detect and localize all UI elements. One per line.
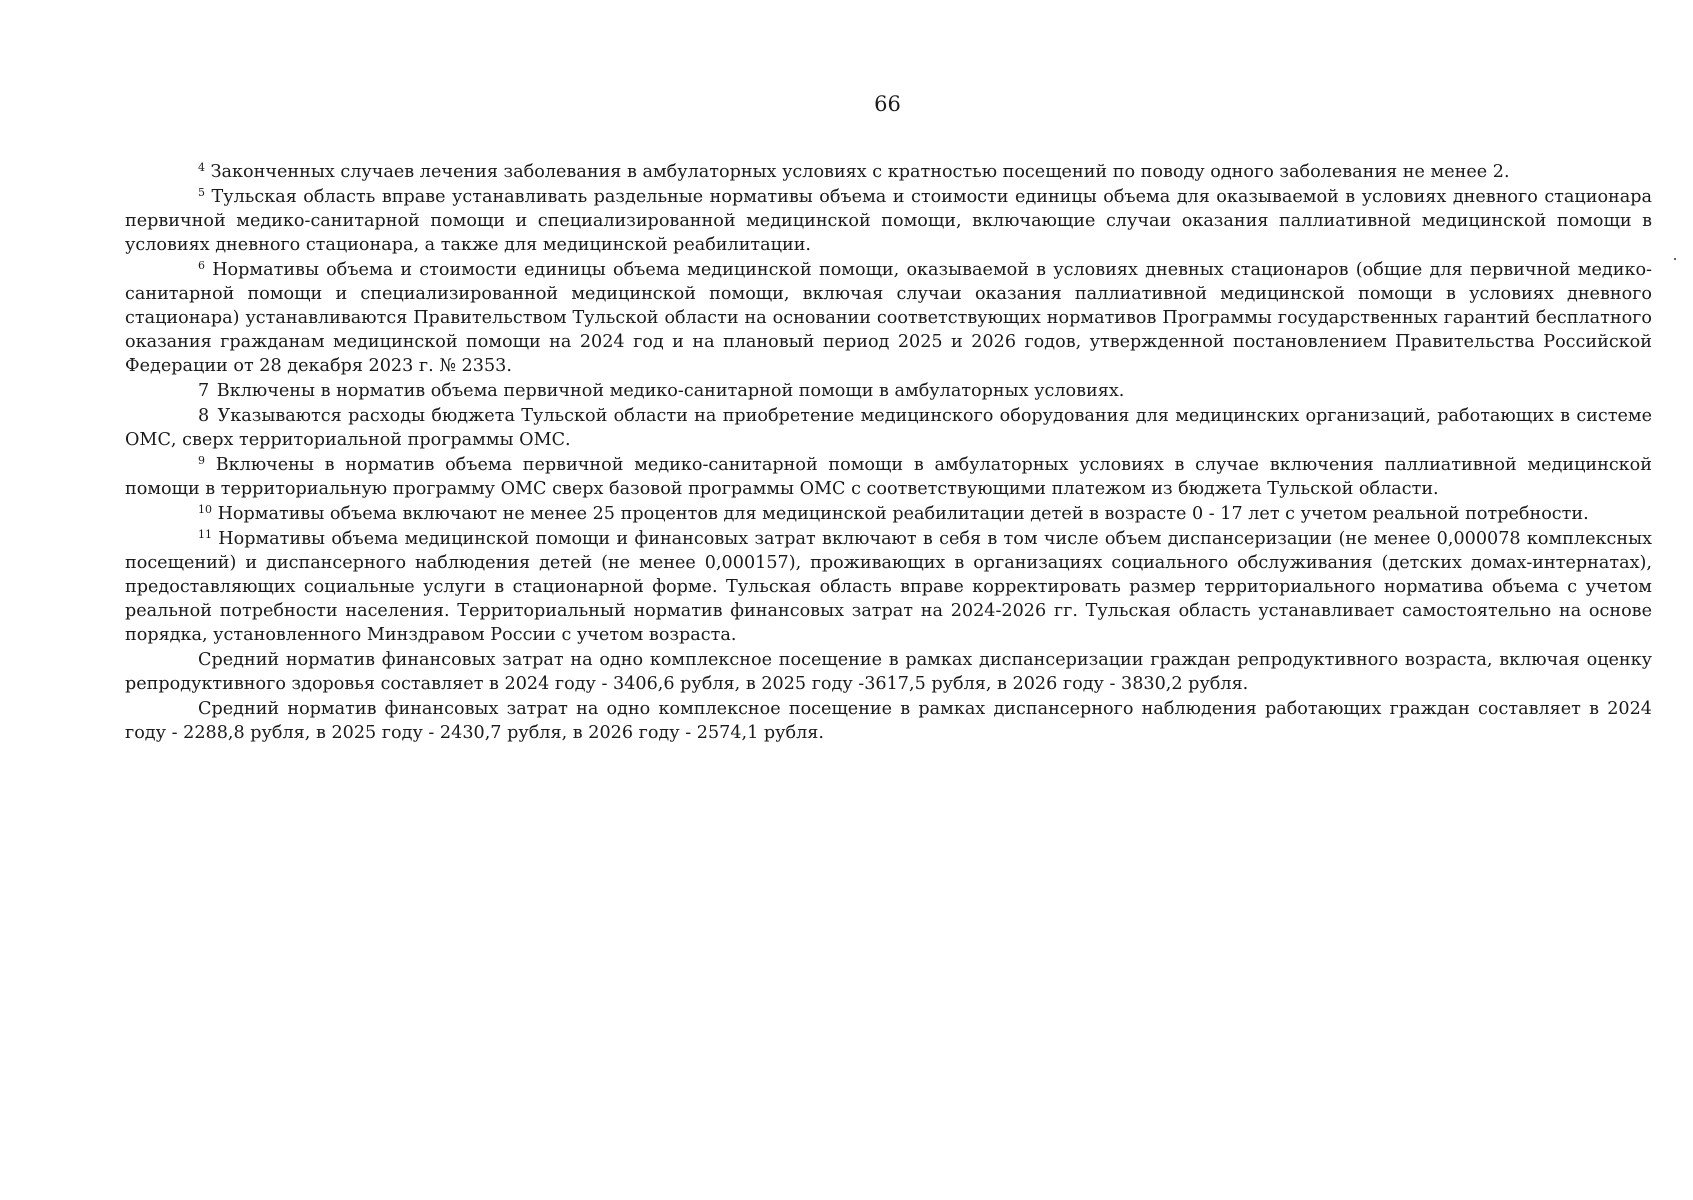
paragraph-text: Средний норматив финансовых затрат на одно комплексное посещение в рамках диспансерного наблюдения работающих граждан составляет в 2024 году - 2288,8 рубля, в 2025 году - 2430,7 рубля, в 2026 году - 2574,1 рубля. bbox=[125, 699, 1652, 743]
footnote-text: Указываются расходы бюджета Тульской области на приобретение медицинского оборудования для медицинских организаций, работающих в системе ОМС, сверх территориальной программы ОМС. bbox=[125, 406, 1653, 450]
footnote-text: Нормативы объема медицинской помощи и финансовых затрат включают в себя в том числе объем диспансеризации (не менее 0,000078 комплексных посещений) и диспансерного наблюдения детей (не менее 0,000157), проживающих в организациях социального обслуживания (детских домах-интернатах), предоставляющих социальные услуги в стационарной форме. Тульская область вправе корректировать размер территориального норматива объема с учетом реальной потребности населения. Территориальный норматив финансовых затрат на 2024-2026 гг. Тульская область устанавливает самостоятельно на основе порядка, установленного Минздравом России с учетом возраста. bbox=[125, 529, 1653, 645]
footnote-4 bbox=[125, 160, 1652, 184]
footnote-text: Законченных случаев лечения заболевания в амбулаторных условиях с кратностью посещений по поводу одного заболевания не менее 2. bbox=[210, 162, 1510, 182]
footnote-text: Включены в норматив объема первичной медико-санитарной помощи в амбулаторных условиях в случае включения паллиативной медицинской помощи в территориальную программу ОМС сверх базовой программы ОМС с соответствующими платежом из бюджета Тульской области. bbox=[125, 455, 1652, 499]
footnote-marker: 4 bbox=[198, 161, 205, 174]
footnote-marker: 7 bbox=[198, 381, 210, 401]
working-citizens-observation-paragraph bbox=[125, 697, 1652, 745]
footnote-text: Нормативы объема включают не менее 25 процентов для медицинской реабилитации детей в возрасте 0 - 17 лет с учетом реальной потребности. bbox=[217, 504, 1589, 524]
footnote-text: Включены в норматив объема первичной медико-санитарной помощи в амбулаторных условиях. bbox=[216, 381, 1125, 401]
footnote-marker: 5 bbox=[198, 186, 205, 199]
footnote-marker: 9 bbox=[198, 454, 205, 467]
scan-speck bbox=[1674, 258, 1676, 260]
footnote-text: Тульская область вправе устанавливать раздельные нормативы объема и стоимости единицы объема для оказываемой в условиях дневного стационара первичной медико-санитарной помощи и специализированной медицинской помощи, включающие случаи оказания паллиативной медицинской помощи в условиях дневного стационара, а также для медицинской реабилитации. bbox=[125, 187, 1653, 255]
footnote-marker: 10 bbox=[198, 503, 212, 516]
footnote-text: Нормативы объема и стоимости единицы объема медицинской помощи, оказываемой в условиях дневных стационаров (общие для первичной медико-санитарной помощи и специализированной медицинской помощи, включая случаи оказания паллиативной медицинской помощи в условиях дневного стационара) устанавливаются Правительством Тульской области на основании соответствующих нормативов Программы государственных гарантий бесплатного оказания гражданам медицинской помощи на 2024 год и на плановый период 2025 и 2026 годов, утвержденной постановлением Правительства Российской Федерации от 28 декабря 2023 г. № 2353. bbox=[125, 260, 1652, 376]
footnote-marker: 11 bbox=[198, 528, 212, 541]
paragraph-text: Средний норматив финансовых затрат на одно комплексное посещение в рамках диспансеризации граждан репродуктивного возраста, включая оценку репродуктивного здоровья составляет в 2024 году - 3406,6 рубля, в 2025 году -3617,5 рубля, в 2026 году - 3830,2 рубля. bbox=[125, 650, 1652, 694]
page-number: 66 bbox=[874, 92, 901, 116]
footnote-7 bbox=[125, 379, 1652, 403]
footnote-11 bbox=[125, 527, 1652, 647]
footnote-9 bbox=[125, 453, 1652, 501]
footnote-marker: 8 bbox=[198, 406, 210, 426]
footnote-5 bbox=[125, 185, 1652, 257]
footnote-10 bbox=[125, 502, 1652, 526]
footnotes-section bbox=[125, 160, 1652, 746]
reproductive-dispensarization-paragraph bbox=[125, 648, 1652, 696]
footnote-8 bbox=[125, 404, 1652, 452]
footnote-marker: 6 bbox=[198, 259, 205, 272]
footnote-6 bbox=[125, 258, 1652, 378]
